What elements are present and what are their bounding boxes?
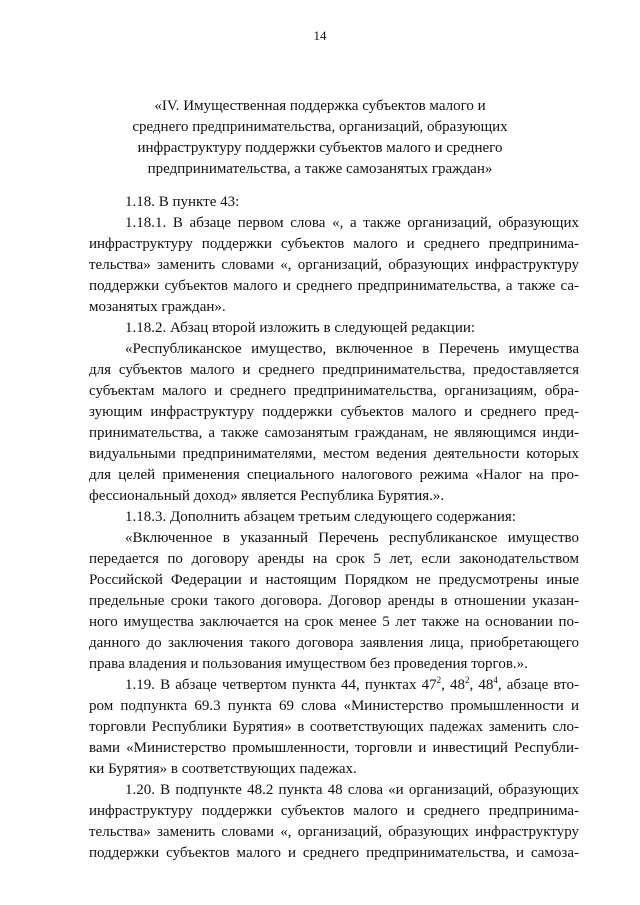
text-line: тельства» заменить словами «, организаций, образующих инфраструктуру xyxy=(89,824,579,840)
text-line: мозанятых граждан». xyxy=(89,299,226,315)
paragraph-1-18-2 xyxy=(89,318,579,339)
text-line: зующим инфраструктуру поддержки субъектов малого и среднего пред- xyxy=(89,404,579,420)
paragraph-1-20 xyxy=(89,780,579,864)
text-fragment: 1.19. В абзаце четвертом пункта 44, пунктах 47 xyxy=(125,677,437,693)
paragraph-1-19 xyxy=(89,675,579,780)
text-line: данного до заключения такого договора заявления лица, приобретающего xyxy=(89,635,579,651)
page-number: 14 xyxy=(313,28,327,43)
superscript: 4 xyxy=(493,675,498,685)
paragraph-quote-2 xyxy=(89,528,579,675)
text-line: поддержки субъектов малого и среднего предпринимательства, и самоза- xyxy=(89,845,579,861)
text-line: для субъектов малого и среднего предпринимательства, предоставляется xyxy=(89,362,579,378)
text-fragment: , абзаце вто- xyxy=(497,677,580,693)
paragraph-quote-1 xyxy=(89,339,579,507)
text-line: 1.18.2. Абзац второй изложить в следующей редакции: xyxy=(125,320,476,336)
text-line: видуальными предпринимателями, местом ведения деятельности которых xyxy=(89,446,579,462)
text-line: ром подпункта 69.3 пункта 69 слова «Министерство промышленности и xyxy=(89,698,579,714)
text-line-with-superscripts xyxy=(89,675,579,696)
section-title-line: среднего предпринимательства, организаций, образующих xyxy=(132,119,508,135)
text-line: «Включенное в указанный Перечень республиканское имущество xyxy=(125,530,579,546)
section-title xyxy=(120,96,520,180)
text-line: ки Бурятия» в соответствующих падежах. xyxy=(89,761,357,777)
text-line: тельства» заменить словами «, организаций, образующих инфраструктуру xyxy=(89,257,579,273)
text-line: Российской Федерации и настоящим Порядком не предусмотрены иные xyxy=(89,572,579,588)
text-fragment: , 48 xyxy=(441,677,465,693)
section-title-line: «IV. Имущественная поддержка субъектов малого и xyxy=(154,98,486,114)
text-line: торговли Республики Бурятия» в соответствующих падежах заменить сло- xyxy=(89,719,579,735)
text-line: права владения и пользования имуществом без проведения торгов.». xyxy=(89,656,528,672)
section-title-line: инфраструктуру поддержки субъектов малого и среднего xyxy=(137,140,503,156)
superscript: 2 xyxy=(464,675,470,685)
text-fragment: , 48 xyxy=(469,677,494,693)
text-line: 1.18.1. В абзаце первом слова «, а также организаций, образующих xyxy=(125,215,579,231)
text-line: 1.18.3. Дополнить абзацем третьим следующего содержания: xyxy=(125,509,516,525)
text-line: вами «Министерство промышленности, торговли и инвестиций Республи- xyxy=(89,740,579,756)
section-title-line: предпринимательства, а также самозанятых граждан» xyxy=(147,161,493,177)
paragraph-1-18 xyxy=(89,192,579,213)
text-line: инфраструктуру поддержки субъектов малого и среднего предпринима- xyxy=(89,236,579,252)
superscript: 2 xyxy=(436,675,442,685)
text-line: 1.20. В подпункте 48.2 пункта 48 слова «и организаций, образующих xyxy=(125,782,579,798)
document-body xyxy=(89,192,579,864)
text-line: инфраструктуру поддержки субъектов малого и среднего предпринима- xyxy=(89,803,579,819)
text-line: принимательства, а также самозанятым гражданам, не являющимся инди- xyxy=(89,425,579,441)
text-line: субъектам малого и среднего предпринимательства, организациям, обра- xyxy=(89,383,579,399)
text-line: 1.18. В пункте 43: xyxy=(125,194,240,210)
text-line: ного имущества заключается на срок менее 5 лет также на основании по- xyxy=(89,614,579,630)
paragraph-1-18-1 xyxy=(89,213,579,318)
text-line: передается по договору аренды на срок 5 лет, если законодательством xyxy=(89,551,579,567)
text-line: для целей применения специального налогового режима «Налог на про- xyxy=(89,467,579,483)
text-line: предельные сроки такого договора. Договор аренды в отношении указан- xyxy=(89,593,579,609)
text-line: поддержки субъектов малого и среднего предпринимательства, а также са- xyxy=(89,278,579,294)
text-line: «Республиканское имущество, включенное в Перечень имущества xyxy=(125,341,579,357)
paragraph-1-18-3 xyxy=(89,507,579,528)
text-line: фессиональный доход» является Республика Бурятия.». xyxy=(89,488,445,504)
